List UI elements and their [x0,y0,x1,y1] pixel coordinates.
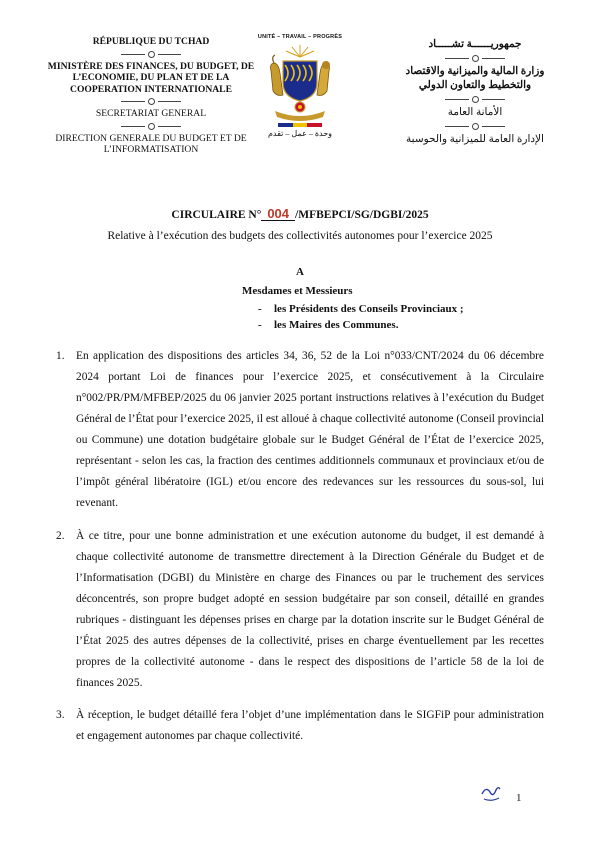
header-left [42,36,260,156]
flag-red [307,123,322,127]
addressee-marker: A [296,266,304,278]
handwritten-initials [478,780,504,806]
paragraph-text: À ce titre, pour une bonne administration et une exécution autonome du budget, il est demandé à chaque collectivité autonome de transmettre directement à la Direction Générale du Budget et de l’Informatisation (DGBI) du Ministère en charge des Finances ou par le truchement des services déconcentrés, son propre budget adopté en session budgétaire par son conseil, détaillé en grandes rubriques - distinguant les dépenses prises en charge par la dotation inscrite sur le Budget Général de l’État 2025 des autres dépenses de la collectivité, prises en charge éventuellement par les recettes propres de la collectivité autonome - dans le respect des dispositions de l’article 58 de la loi de finances 2025. [76,530,544,689]
ministry-name-ar: وزارة المالية والميزانية والاقتصاد والتخطيط والتعاون الدولي [405,66,545,91]
paragraph-number: 1. [56,350,65,362]
addressee-list [258,301,464,333]
header-right [388,38,562,147]
header-divider [121,123,181,130]
coat-of-arms-emblem [265,43,335,121]
country-name-fr: RÉPUBLIQUE DU TCHAD [92,36,210,47]
body-paragraphs [56,346,544,747]
motto-ar: وحدة – عمل – تقدم [267,129,333,138]
secretariat-ar: الأمانة العامة [447,107,503,118]
paragraph-number: 3. [56,709,65,721]
paragraph-text: À réception, le budget détaillé fera l’objet d’une implémentation dans le SIGFiP pour administration et engagement autonomes par chaque collectivité. [76,709,544,742]
list-item: - les Présidents des Conseils Provinciaux ; [258,303,464,315]
header-divider [121,51,181,58]
header-divider [121,98,181,105]
circular-number: 004 [261,208,295,221]
page-number: 1 [516,792,522,804]
paragraph [56,526,544,694]
circular-subtitle: Relative à l’exécution des budgets des collectivités autonomes pour l’exercice 2025 [107,230,493,242]
addressee-item: les Présidents des Conseils Provinciaux ; [274,303,464,315]
paragraph-text: En application des dispositions des articles 34, 36, 52 de la Loi n°033/CNT/2024 du 06 décembre 2024 portant Loi de finances pour l’exercice 2025, et consécutivement à la Circulaire n°002/PR/PM/MFBEP/2025 du 06 janvier 2025 portant instructions relatives à l’exécution du Budget Général de l’État pour l’exercice 2025, il est alloué à chaque collectivité autonome (Conseil provincial ou Commune) une dotation budgétaire globale sur le Budget Général de l’État de l’exercice 2025, représentant - selon les cas, la fraction des centimes additionnels communaux et provinciaux et/ou de l’impôt général libératoire (IGL) et/ou encore des redevances sur les ressources du sous-sol, lui revenant. [76,350,544,509]
direction-fr: DIRECTION GENERALE DU BUDGET ET DE L’INFORMATISATION [55,132,247,155]
circular-prefix: CIRCULAIRE N° [171,209,262,221]
addressee-item: les Maires des Communes. [274,319,399,331]
coat-of-arms-block [252,34,348,138]
paragraph [56,705,544,747]
direction-ar: الإدارة العامة للميزانية والحوسبة [406,134,544,145]
header-divider [445,123,505,130]
paragraph-number: 2. [56,530,65,542]
header-divider [445,96,505,103]
flag-stripe [278,123,322,127]
paragraph [56,346,544,514]
secretariat-fr: SECRETARIAT GENERAL [95,108,207,119]
motto-fr: UNITÉ – TRAVAIL – PROGRÈS [257,34,343,40]
circular-title [0,208,600,221]
flag-blue [278,123,293,127]
circular-suffix: /MFBEPCI/SG/DGBI/2025 [295,209,429,221]
country-name-ar: جمهوريــــــة تشـــــاد [428,39,522,50]
addressee-lead: Mesdames et Messieurs [242,285,353,297]
ministry-name-fr: MINISTÈRE DES FINANCES, DU BUDGET, DE L’ECONOMIE, DU PLAN ET DE LA COOPERATION INTERNATIONALE [47,60,255,95]
header-divider [445,55,505,62]
flag-yellow [293,123,308,127]
list-item: - les Maires des Communes. [258,319,399,331]
